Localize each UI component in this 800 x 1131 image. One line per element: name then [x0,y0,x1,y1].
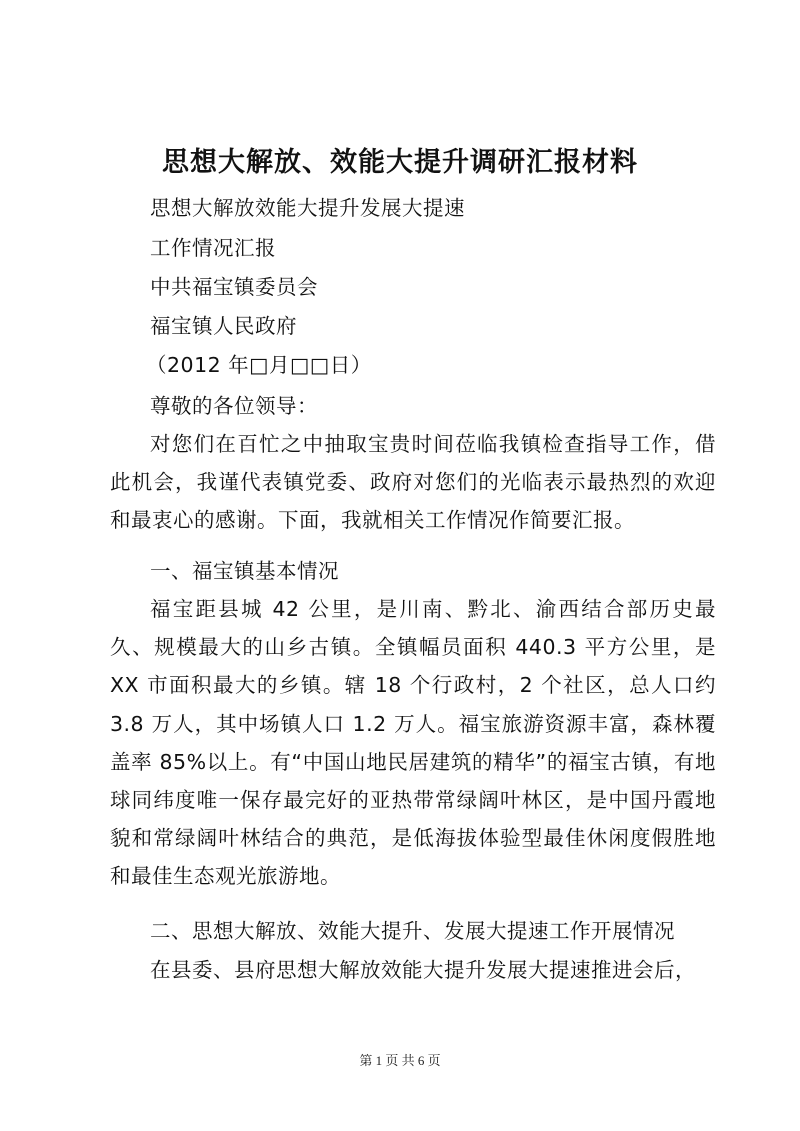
section-heading-1: 一、福宝镇基本情况 [150,559,339,583]
paragraph-work: 在县委、县府思想大解放效能大提升发展大提速推进会后， [150,958,696,982]
document-title: 思想大解放、效能大提升调研汇报材料 [162,147,638,178]
page-footer: 第 1 页 共 6 页 [359,1053,441,1068]
section-heading-2: 二、思想大解放、效能大提升、发展大提速工作开展情况 [150,919,675,943]
organization-party-committee: 中共福宝镇委员会 [150,275,318,299]
document-date: （2012 年□月□□日） [146,353,372,377]
organization-government: 福宝镇人民政府 [150,314,297,338]
salutation: 尊敬的各位领导： [150,394,318,418]
subtitle-line-2: 工作情况汇报 [150,236,276,260]
paragraph-basic-info: 福宝距县城 42 公里，是川南、黔北、渝西结合部历史最久、规模最大的山乡古镇。全镇幅员面积 440.3 平方公里，是 XX 市面积最大的乡镇。辖 18 个行政村，2 个社区，总人口约 3.8 万人，其中场镇人口 1.2 万人。福宝旅游资源丰富，森林覆盖率 85%以上。有“中国山地民居建筑的精华”的福宝古镇，有地球同纬度唯一保存最完好的亚热带常绿阔叶林区，是中国丹霞地貌和常绿阔叶林结合的典范，是低海拔体验型最佳休闲度假胜地和最佳生态观光旅游地。 [110,597,716,889]
paragraph-intro: 对您们在百忙之中抽取宝贵时间莅临我镇检查指导工作，借此机会，我谨代表镇党委、政府对您们的光临表示最热烈的欢迎和最衷心的感谢。下面，我就相关工作情况作简要汇报。 [110,432,716,533]
subtitle-line-1: 思想大解放效能大提升发展大提速 [150,196,465,220]
